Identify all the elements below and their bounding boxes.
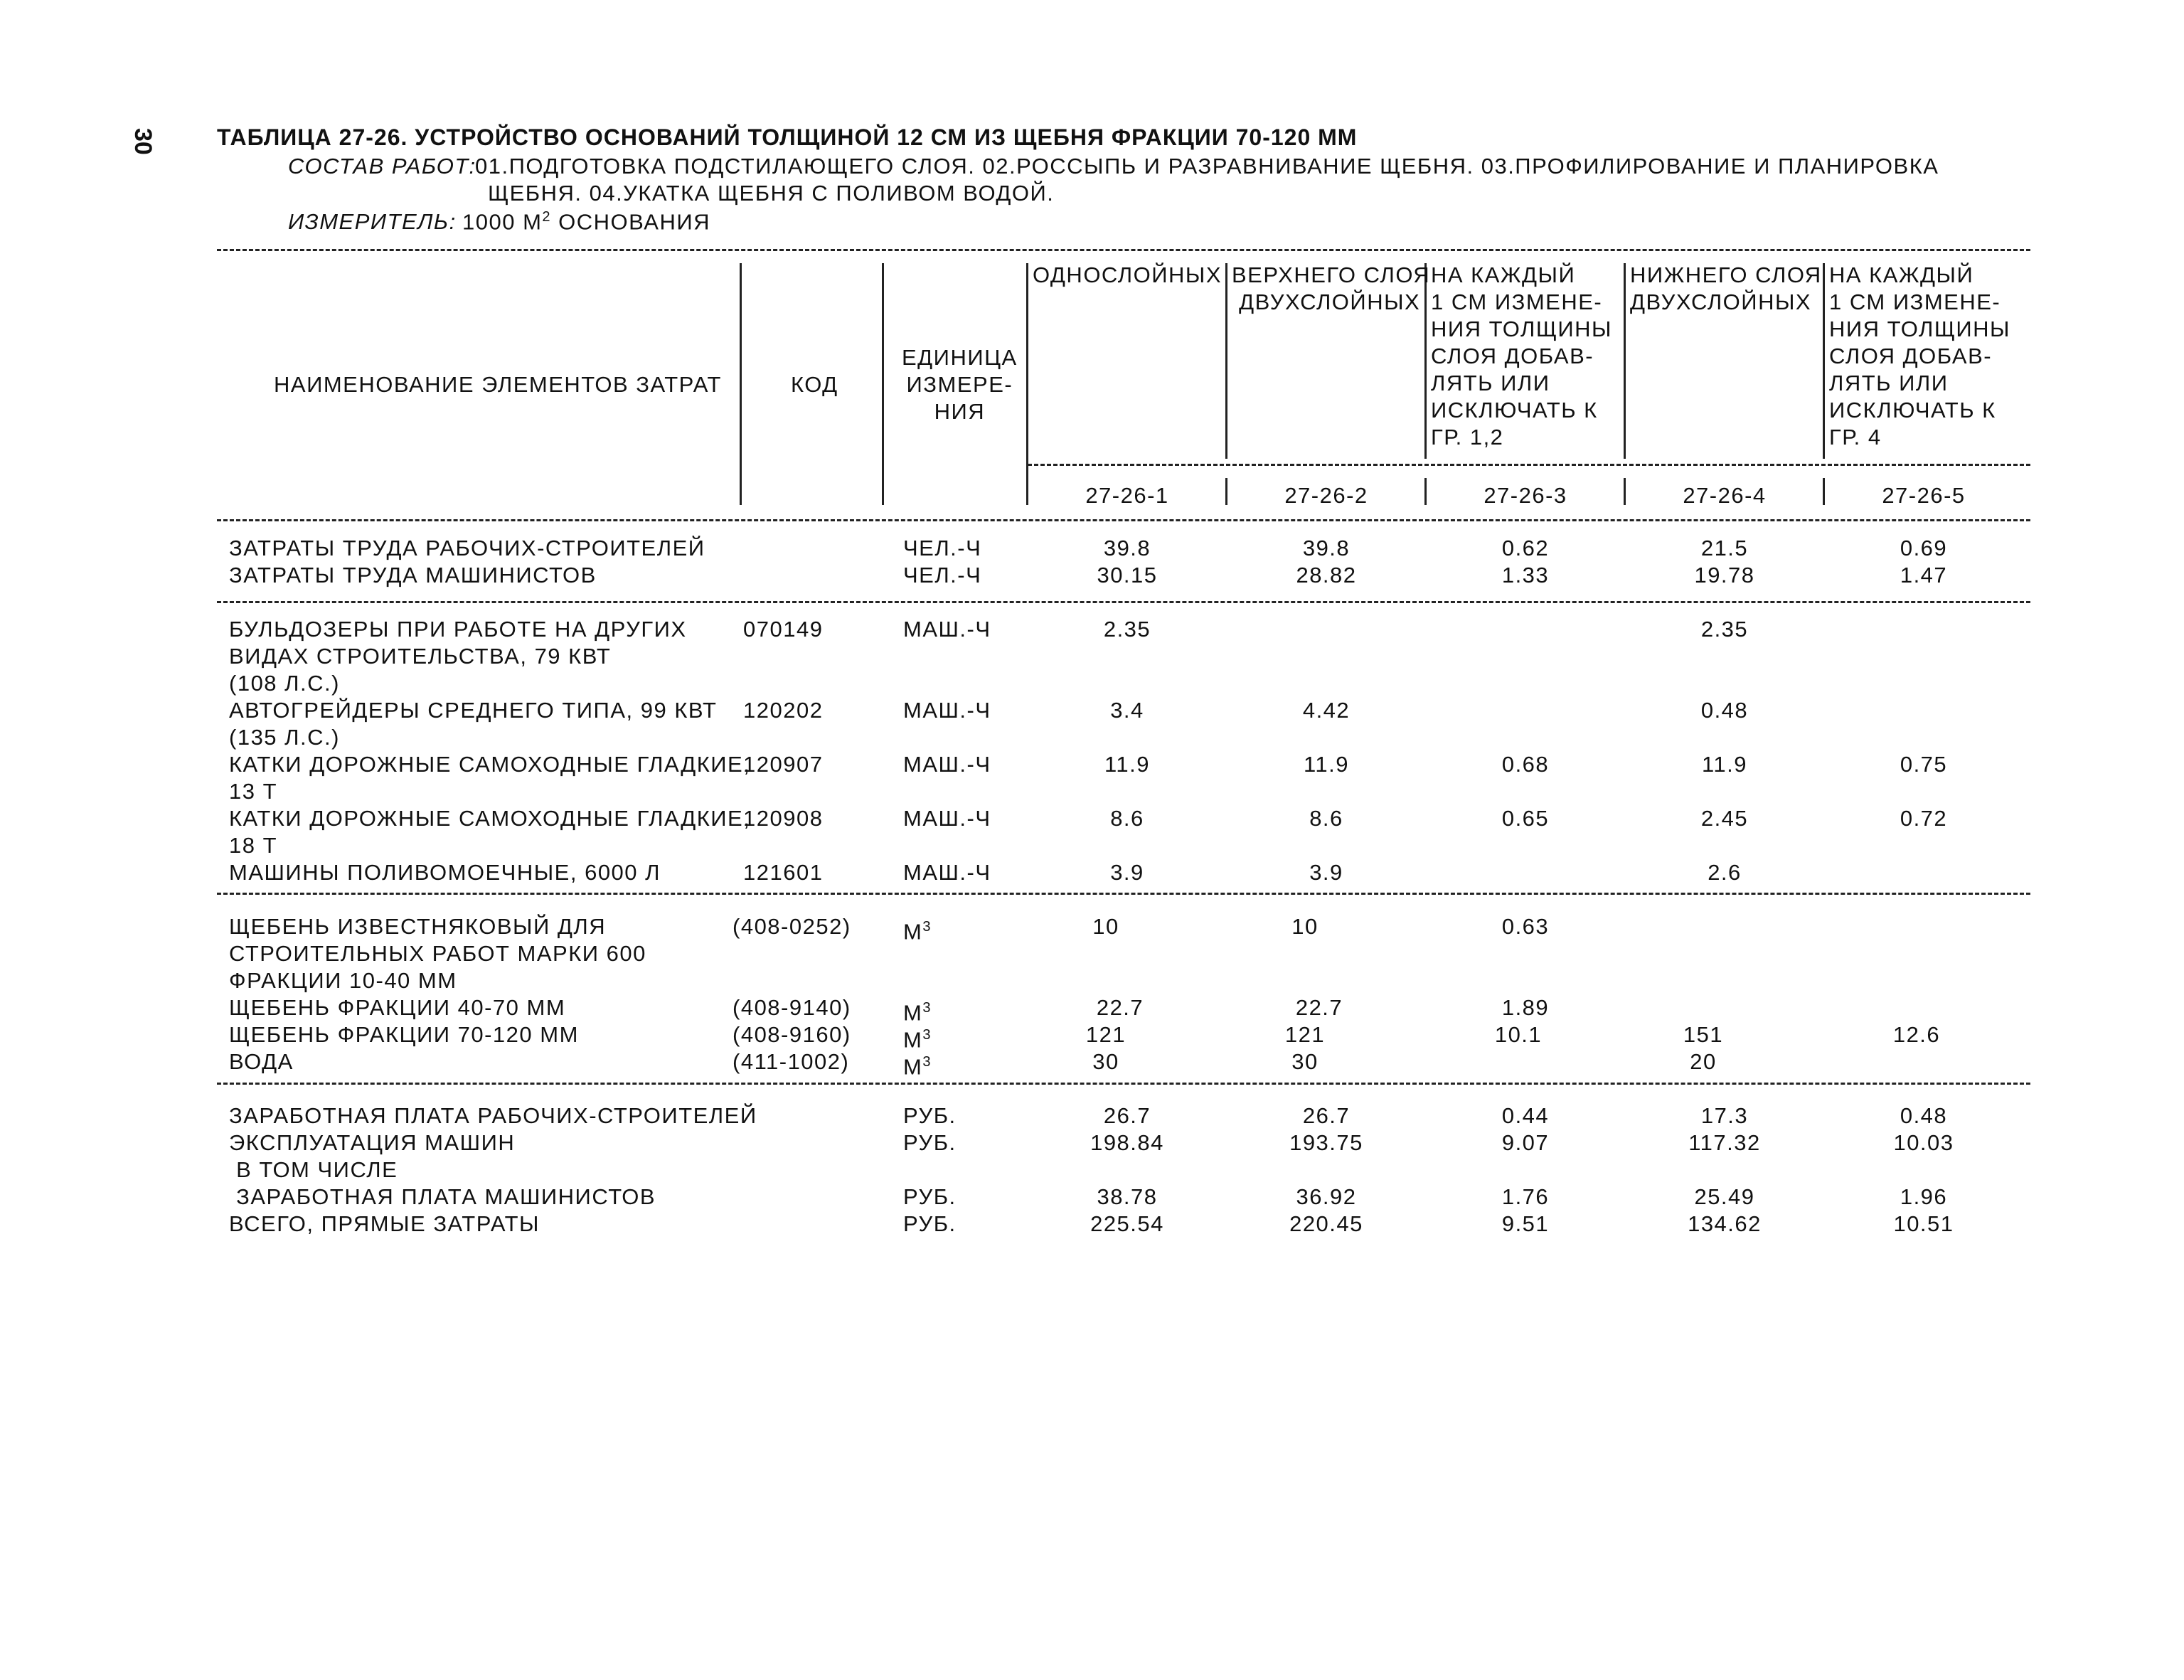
row-unit: РУБ. xyxy=(903,1103,957,1128)
row-value: 0.44 xyxy=(1501,1103,1550,1128)
row-value: 0.68 xyxy=(1501,752,1550,777)
rule-group-2 xyxy=(217,893,2030,895)
row-value: 39.8 xyxy=(1302,536,1351,560)
row-value: 0.62 xyxy=(1501,536,1550,560)
row-name: ЗАРАБОТНАЯ ПЛАТА МАШИНИСТОВ xyxy=(229,1184,656,1209)
vline-7 xyxy=(1823,263,1825,459)
row-name: ЗАРАБОТНАЯ ПЛАТА РАБОЧИХ-СТРОИТЕЛЕЙ xyxy=(229,1103,757,1128)
row-unit: МАШ.-Ч xyxy=(903,860,991,885)
row-value: 38.78 xyxy=(1097,1184,1158,1209)
row-name: ЗАТРАТЫ ТРУДА МАШИНИСТОВ xyxy=(229,563,597,588)
row-value: 1.47 xyxy=(1900,563,1948,588)
row-value: 225.54 xyxy=(1090,1211,1164,1236)
header-col-4: НИЖНЕГО СЛОЯ ДВУХСЛОЙНЫХ xyxy=(1630,262,1822,314)
vline-2 xyxy=(882,263,884,505)
row-value: 11.9 xyxy=(1701,752,1748,777)
row-value: 26.7 xyxy=(1103,1103,1151,1128)
row-name: ЩЕБЕНЬ ИЗВЕСТНЯКОВЫЙ ДЛЯ СТРОИТЕЛЬНЫХ РАБОТ МАРКИ 600 ФРАКЦИИ 10-40 ММ xyxy=(229,914,646,993)
rule-top xyxy=(217,249,2030,251)
row-code: (408-0252) xyxy=(733,914,851,939)
row-value: 2.35 xyxy=(1700,617,1749,642)
header-col-2: ВЕРХНЕГО СЛОЯ ДВУХСЛОЙНЫХ xyxy=(1232,262,1431,314)
row-value: 9.51 xyxy=(1501,1211,1550,1236)
column-code-4: 27-26-4 xyxy=(1683,483,1767,508)
header-col-1: ОДНОСЛОЙНЫХ xyxy=(1033,262,1222,287)
row-value: 10.51 xyxy=(1893,1211,1954,1236)
row-value: 26.7 xyxy=(1302,1103,1351,1128)
row-code: 120908 xyxy=(743,806,824,831)
vline-code-4 xyxy=(1823,478,1825,505)
row-unit: МАШ.-Ч xyxy=(903,752,991,777)
row-value: 193.75 xyxy=(1289,1130,1363,1155)
vline-3 xyxy=(1026,263,1028,505)
row-value: 9.07 xyxy=(1501,1130,1550,1155)
row-value: 0.69 xyxy=(1900,536,1948,560)
row-name: БУЛЬДОЗЕРЫ ПРИ РАБОТЕ НА ДРУГИХ ВИДАХ СТРОИТЕЛЬСТВА, 79 КВТ (108 Л.С.) xyxy=(229,617,687,696)
row-value: 4.42 xyxy=(1302,698,1351,723)
row-value: 3.9 xyxy=(1309,860,1343,885)
row-unit: МАШ.-Ч xyxy=(903,806,991,831)
row-value: 0.48 xyxy=(1700,698,1749,723)
row-value: 1.89 xyxy=(1501,995,1550,1020)
vline-code-1 xyxy=(1225,478,1227,505)
row-value: 2.6 xyxy=(1708,860,1742,885)
row-code: (408-9160) xyxy=(733,1022,851,1047)
row-value: 30.15 xyxy=(1097,563,1158,588)
row-code: (411-1002) xyxy=(733,1049,850,1074)
row-unit: МАШ.-Ч xyxy=(903,617,991,642)
row-value: 19.78 xyxy=(1694,563,1755,588)
header-code: КОД xyxy=(791,372,838,397)
row-value: 220.45 xyxy=(1289,1211,1363,1236)
row-unit: $М^3$ xyxy=(903,1027,932,1053)
vline-code-3 xyxy=(1624,478,1626,505)
row-value: 1.76 xyxy=(1501,1184,1550,1209)
measure-label: ИЗМЕРИТЕЛЬ: xyxy=(288,209,457,234)
row-value: 30 xyxy=(1291,1049,1319,1074)
composition-line-1: 01.ПОДГОТОВКА ПОДСТИЛАЮЩЕГО СЛОЯ. 02.РОССЫПЬ И РАЗРАВНИВАНИЕ ЩЕБНЯ. 03.ПРОФИЛИРОВАНИЕ И ПЛАНИРОВКА xyxy=(475,154,1939,179)
row-name: КАТКИ ДОРОЖНЫЕ САМОХОДНЫЕ ГЛАДКИЕ, 18 Т xyxy=(229,806,751,858)
row-value: 17.3 xyxy=(1700,1103,1749,1128)
row-value: 1.96 xyxy=(1900,1184,1948,1209)
row-value: 0.65 xyxy=(1501,806,1550,831)
row-value: 0.75 xyxy=(1900,752,1948,777)
column-code-5: 27-26-5 xyxy=(1882,483,1966,508)
header-col-5: НА КАЖДЫЙ 1 СМ ИЗМЕНЕ- НИЯ ТОЛЩИНЫ СЛОЯ ДОБАВ- ЛЯТЬ ИЛИ ИСКЛЮЧАТЬ К ГР. 4 xyxy=(1829,262,2010,450)
row-unit: $М^3$ xyxy=(903,1000,932,1026)
row-value: 25.49 xyxy=(1694,1184,1755,1209)
vline-6 xyxy=(1624,263,1626,459)
header-name: НАИМЕНОВАНИЕ ЭЛЕМЕНТОВ ЗАТРАТ xyxy=(274,372,722,397)
row-value: 22.7 xyxy=(1295,995,1343,1020)
row-unit: $М^3$ xyxy=(903,919,932,945)
row-value: 2.45 xyxy=(1700,806,1749,831)
row-value: 10 xyxy=(1291,914,1319,939)
row-value: 12.6 xyxy=(1892,1022,1941,1047)
row-unit: ЧЕЛ.-Ч xyxy=(903,563,982,588)
row-value: 22.7 xyxy=(1096,995,1144,1020)
row-unit: МАШ.-Ч xyxy=(903,698,991,723)
measure-value: 1000 $М^2$ ОСНОВАНИЯ xyxy=(462,209,711,235)
row-unit: РУБ. xyxy=(903,1184,957,1209)
row-value: 1.33 xyxy=(1501,563,1550,588)
row-name: ЗАТРАТЫ ТРУДА РАБОЧИХ-СТРОИТЕЛЕЙ xyxy=(229,536,705,560)
row-code: 120202 xyxy=(743,698,824,723)
rule-group-1 xyxy=(217,601,2030,603)
row-name: ВОДА xyxy=(229,1049,294,1074)
rule-group-3 xyxy=(217,1083,2030,1085)
row-code: (408-9140) xyxy=(733,995,851,1020)
page-number: 30 xyxy=(129,128,156,155)
row-name: ВСЕГО, ПРЯМЫЕ ЗАТРАТЫ xyxy=(229,1211,540,1236)
row-value: 3.4 xyxy=(1110,698,1144,723)
row-value: 10.1 xyxy=(1494,1022,1543,1047)
row-code: 121601 xyxy=(743,860,824,885)
row-value: 10 xyxy=(1092,914,1119,939)
row-value: 0.48 xyxy=(1900,1103,1948,1128)
row-name: ЭКСПЛУАТАЦИЯ МАШИН В ТОМ ЧИСЛЕ xyxy=(229,1130,516,1182)
row-code: 120907 xyxy=(743,752,824,777)
row-value: 20 xyxy=(1690,1049,1717,1074)
row-unit: ЧЕЛ.-Ч xyxy=(903,536,982,560)
row-name: ЩЕБЕНЬ ФРАКЦИИ 70-120 ММ xyxy=(229,1022,579,1047)
row-value: 3.9 xyxy=(1110,860,1144,885)
row-name: ЩЕБЕНЬ ФРАКЦИИ 40-70 ММ xyxy=(229,995,566,1020)
row-name: АВТОГРЕЙДЕРЫ СРЕДНЕГО ТИПА, 99 КВТ (135 Л.С.) xyxy=(229,698,718,750)
row-value: 0.72 xyxy=(1900,806,1948,831)
row-unit: $М^3$ xyxy=(903,1054,932,1080)
row-value: 8.6 xyxy=(1309,806,1343,831)
row-name: КАТКИ ДОРОЖНЫЕ САМОХОДНЫЕ ГЛАДКИЕ, 13 Т xyxy=(229,752,751,804)
row-value: 28.82 xyxy=(1296,563,1357,588)
row-value: 30 xyxy=(1092,1049,1119,1074)
row-name: МАШИНЫ ПОЛИВОМОЕЧНЫЕ, 6000 Л xyxy=(229,860,661,885)
row-value: 10.03 xyxy=(1893,1130,1954,1155)
row-value: 121 xyxy=(1085,1022,1126,1047)
column-code-2: 27-26-2 xyxy=(1284,483,1368,508)
row-value: 134.62 xyxy=(1688,1211,1762,1236)
composition-line-2: ЩЕБНЯ. 04.УКАТКА ЩЕБНЯ С ПОЛИВОМ ВОДОЙ. xyxy=(488,181,1055,206)
row-value: 2.35 xyxy=(1103,617,1151,642)
table-title: ТАБЛИЦА 27-26. УСТРОЙСТВО ОСНОВАНИЙ ТОЛЩИНОЙ 12 СМ ИЗ ЩЕБНЯ ФРАКЦИИ 70-120 ММ xyxy=(217,124,1358,150)
row-value: 121 xyxy=(1284,1022,1326,1047)
header-unit: ЕДИНИЦА ИЗМЕРЕ- НИЯ xyxy=(902,345,1018,424)
composition-label: СОСТАВ РАБОТ: xyxy=(288,154,476,179)
rule-code-row xyxy=(1028,464,2030,466)
vline-code-2 xyxy=(1424,478,1427,505)
row-value: 198.84 xyxy=(1090,1130,1164,1155)
rule-header-bottom xyxy=(217,519,2030,521)
row-unit: РУБ. xyxy=(903,1130,957,1155)
row-value: 11.9 xyxy=(1104,752,1151,777)
row-value: 8.6 xyxy=(1110,806,1144,831)
header-col-3: НА КАЖДЫЙ 1 СМ ИЗМЕНЕ- НИЯ ТОЛЩИНЫ СЛОЯ ДОБАВ- ЛЯТЬ ИЛИ ИСКЛЮЧАТЬ К ГР. 1,2 xyxy=(1431,262,1612,450)
column-code-3: 27-26-3 xyxy=(1483,483,1567,508)
vline-4 xyxy=(1225,263,1227,459)
row-value: 21.5 xyxy=(1700,536,1749,560)
row-value: 0.63 xyxy=(1501,914,1550,939)
row-value: 151 xyxy=(1683,1022,1724,1047)
column-code-1: 27-26-1 xyxy=(1085,483,1169,508)
row-value: 36.92 xyxy=(1296,1184,1357,1209)
row-value: 117.32 xyxy=(1688,1130,1761,1155)
row-unit: РУБ. xyxy=(903,1211,957,1236)
row-value: 11.9 xyxy=(1303,752,1350,777)
vline-1 xyxy=(740,263,742,505)
row-code: 070149 xyxy=(743,617,824,642)
row-value: 39.8 xyxy=(1103,536,1151,560)
